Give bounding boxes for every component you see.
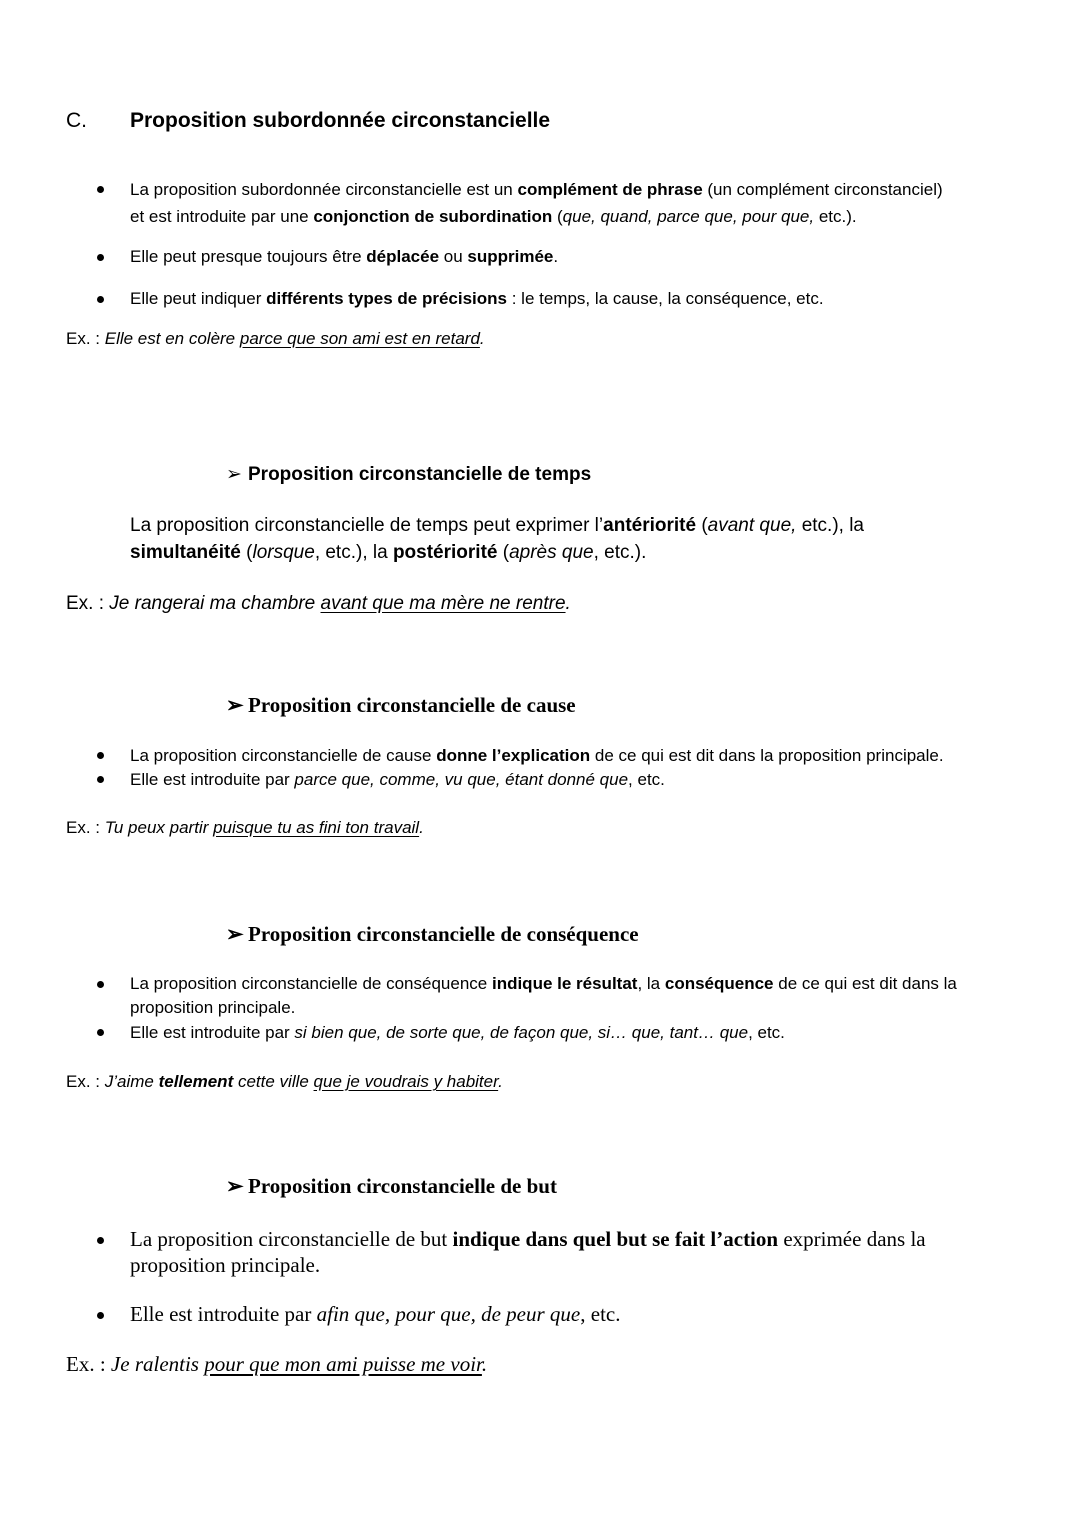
arrow-bullet-icon: ➢: [226, 693, 244, 717]
bullet-icon: [97, 1029, 104, 1036]
but-bullet-2: Elle est introduite par afin que, pour que, de peur que, etc.: [130, 1302, 621, 1326]
cause-bullet-2: Elle est introduite par parce que, comme, vu que, étant donné que, etc.: [130, 770, 665, 789]
section-c-bullet-1-line-2: et est introduite par une conjonction de subordination (que, quand, parce que, pour que, etc.).: [130, 207, 857, 226]
bullet-icon: [97, 186, 104, 193]
section-c-bullet-3: Elle peut indiquer différents types de précisions : le temps, la cause, la conséquence, etc.: [130, 289, 824, 308]
section-letter: C.: [66, 109, 87, 132]
temps-heading: ➢ Proposition circonstancielle de temps: [226, 464, 592, 485]
cause-bullet-1: La proposition circonstancielle de cause donne l’explication de ce qui est dit dans la proposition principale.: [130, 746, 944, 765]
temps-example: Ex. : Je rangerai ma chambre avant que ma mère ne rentre.: [66, 593, 571, 614]
cause-example: Ex. : Tu peux partir puisque tu as fini ton travail.: [66, 818, 424, 837]
consequence-example: Ex. : J’aime tellement cette ville que je voudrais y habiter.: [66, 1072, 503, 1091]
cause-heading: ➢ Proposition circonstancielle de cause: [226, 693, 576, 717]
section-c-bullet-1-line-1: La proposition subordonnée circonstancielle est un complément de phrase (un complément circonstanciel): [130, 180, 943, 199]
bullet-icon: [97, 981, 104, 988]
but-bullet-1-line-2: proposition principale.: [130, 1253, 321, 1277]
bullet-icon: [97, 1312, 104, 1319]
consequence-heading: ➢ Proposition circonstancielle de conséquence: [226, 922, 639, 946]
temps-line-2: simultanéité (lorsque, etc.), la postériorité (après que, etc.).: [130, 542, 647, 563]
consequence-bullet-2: Elle est introduite par si bien que, de sorte que, de façon que, si… que, tant… que, etc.: [130, 1023, 785, 1042]
but-bullet-1-line-1: La proposition circonstancielle de but indique dans quel but se fait l’action exprimée dans la: [130, 1227, 926, 1251]
bullet-icon: [97, 776, 104, 783]
but-example: Ex. : Je ralentis pour que mon ami puisse me voir.: [66, 1352, 488, 1376]
bullet-icon: [97, 1237, 104, 1244]
arrow-bullet-icon: ➢: [226, 1174, 244, 1198]
bullet-icon: [97, 752, 104, 759]
section-c-bullet-2: Elle peut presque toujours être déplacée ou supprimée.: [130, 247, 559, 266]
consequence-bullet-1-line-2: proposition principale.: [130, 998, 296, 1017]
but-heading: ➢ Proposition circonstancielle de but: [226, 1174, 557, 1198]
bullet-icon: [97, 296, 104, 303]
temps-line-1: La proposition circonstancielle de temps peut exprimer l’antériorité (avant que, etc.), la: [130, 515, 864, 536]
bullet-icon: [97, 254, 104, 261]
section-c-example: Ex. : Elle est en colère parce que son ami est en retard.: [66, 329, 485, 348]
consequence-bullet-1-line-1: La proposition circonstancielle de conséquence indique le résultat, la conséquence de ce qui est dit dans la: [130, 974, 957, 993]
arrow-bullet-icon: ➢: [226, 922, 244, 946]
arrow-bullet-icon: ➢: [226, 464, 242, 485]
section-title: Proposition subordonnée circonstancielle: [130, 109, 551, 132]
